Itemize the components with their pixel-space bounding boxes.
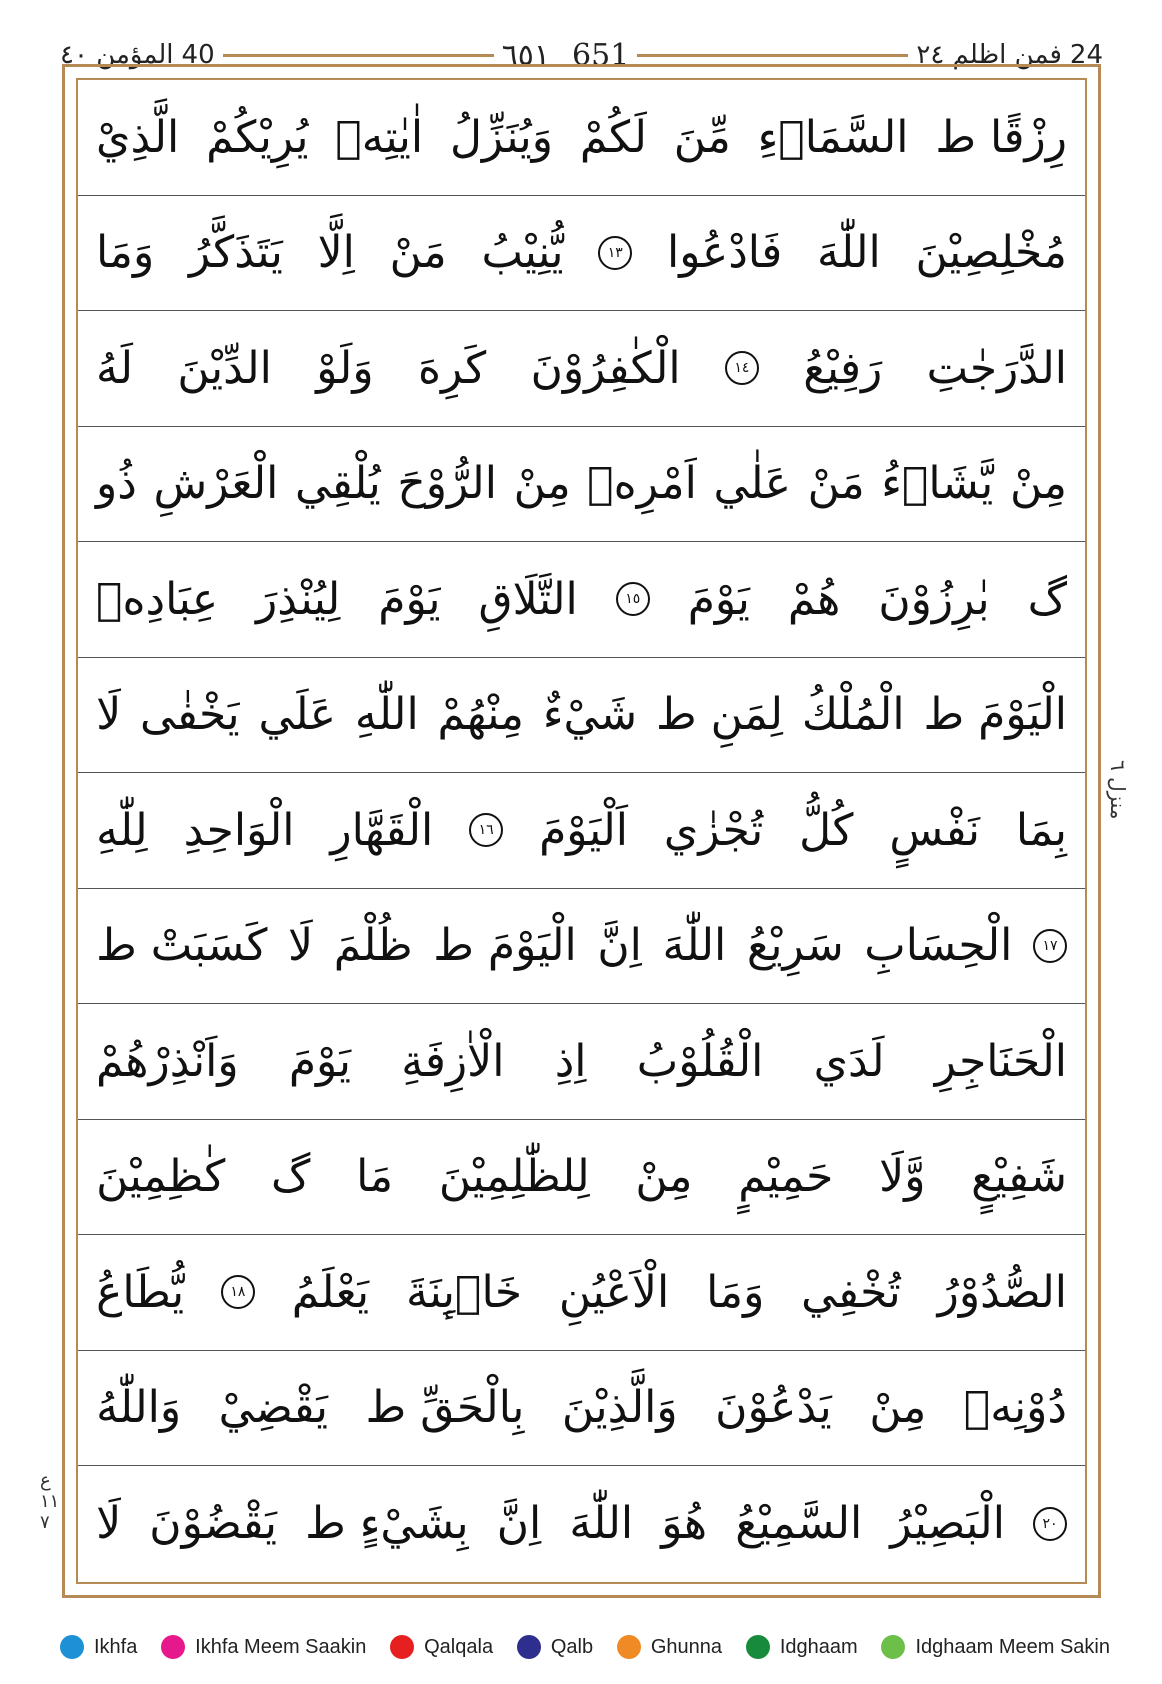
legend-item: [161, 1635, 366, 1659]
quran-word: اللّٰهِ: [354, 689, 419, 741]
quran-word: شَيْءٌ: [542, 689, 638, 741]
ayah-number-marker: ١٨: [221, 1275, 255, 1309]
quran-word: بِمَا: [1015, 804, 1067, 856]
quran-word: مِنْ: [513, 458, 571, 510]
quran-word: مَا: [356, 1151, 394, 1203]
legend-label: Ikhfa: [94, 1635, 138, 1658]
quran-word: الصُّدُوْرُ: [937, 1266, 1067, 1318]
text-line: [78, 1351, 1085, 1467]
quran-word: ﮒ: [1027, 573, 1067, 625]
quran-word: سَرِيْعُ: [746, 920, 844, 972]
quran-word: الْبَصِيْرُ: [890, 1498, 1005, 1550]
quran-word: يَّشَاۗءُ: [881, 458, 994, 510]
legend-color-dot-icon: [60, 1635, 84, 1659]
quran-word: وَمَا: [706, 1266, 765, 1318]
quran-word: فَادْعُوا: [666, 227, 783, 279]
quran-word: بِالْحَقِّ ط: [365, 1382, 525, 1434]
legend-item: [390, 1635, 493, 1659]
quran-word: بٰرِزُوْنَ: [878, 573, 990, 625]
text-line: [78, 1004, 1085, 1120]
quran-word: وَاللّٰهُ: [96, 1382, 182, 1434]
quran-word: يُرِيْكُمْ: [206, 111, 309, 163]
ruku-marker: ع ١١ ٧: [40, 1470, 60, 1533]
quran-word: وَالَّذِيْنَ: [561, 1382, 678, 1434]
quran-word: يَقْضُوْنَ: [149, 1498, 277, 1550]
quran-word: الْحَنَاجِرِ: [934, 1035, 1067, 1087]
quran-word: الْيَوْمَ ط: [923, 689, 1067, 741]
quran-word: يَوْمَ: [288, 1035, 352, 1087]
quran-word: مِنْهُمْ: [437, 689, 524, 741]
quran-word: اللّٰهَ: [816, 227, 881, 279]
quran-word: مَنْ: [807, 458, 865, 510]
quran-word: وَاَنْذِرْهُمْ: [96, 1035, 239, 1087]
page-number: 651: [572, 37, 630, 73]
header-divider-left: [223, 54, 494, 57]
quran-word: شَفِيْعٍ: [971, 1151, 1067, 1203]
legend-item: [60, 1635, 137, 1659]
quran-word: الْيَوْمَ ط: [433, 920, 577, 972]
quran-word: نَفْسٍ: [889, 804, 980, 856]
ayah-number-marker: ٢٠: [1033, 1507, 1067, 1541]
quran-word: اَمْرِهٖ: [587, 458, 697, 510]
quran-word: لَهُ: [96, 342, 134, 394]
quran-word: يَخْفٰى: [140, 689, 240, 741]
quran-word: هُمْ: [787, 573, 841, 625]
ayah-number-marker: ١٧: [1033, 929, 1067, 963]
text-line: [78, 1120, 1085, 1236]
juz-number: 24: [1069, 40, 1103, 70]
quran-word: لِلّٰهِ: [96, 804, 148, 856]
quran-word: الْكٰفِرُوْنَ: [530, 342, 681, 394]
quran-word: مِنْ: [869, 1382, 927, 1434]
quran-word: عَلٰي: [713, 458, 791, 510]
text-line: [78, 80, 1085, 196]
legend-color-dot-icon: [161, 1635, 185, 1659]
quran-word: رَفِيْعُ: [803, 342, 883, 394]
quran-word: كٰظِمِيْنَ: [96, 1151, 226, 1203]
text-line: [78, 889, 1085, 1005]
quran-word: ذُو: [96, 458, 137, 510]
quran-word: عِبَادِهٖ: [96, 573, 219, 625]
quran-word: مِنْ: [1009, 458, 1067, 510]
quran-word: عَلَي: [258, 689, 336, 741]
quran-word: اِنَّ: [597, 920, 642, 972]
quran-word: التَّلَاقِ: [478, 573, 578, 625]
quran-word: الَّذِيْ: [96, 111, 180, 163]
ayah-number-marker: ١٤: [725, 351, 759, 385]
manzil-marker: منزل ٦: [1106, 760, 1130, 820]
quran-word: الْحِسَابِ: [864, 920, 1013, 972]
legend-item: [617, 1635, 722, 1659]
quran-word: ظُلْمَ: [333, 920, 413, 972]
quran-word: وَلَوْ: [316, 342, 374, 394]
text-line: [78, 542, 1085, 658]
legend-color-dot-icon: [390, 1635, 414, 1659]
quran-word: مِنْ: [635, 1151, 693, 1203]
quran-word: بِشَيْءٍ ط: [305, 1498, 469, 1550]
surah-number: 40: [181, 40, 215, 70]
legend-color-dot-icon: [746, 1635, 770, 1659]
quran-word: وَمَا: [96, 227, 155, 279]
quran-word: يَعْلَمُ: [291, 1266, 370, 1318]
legend-item: [881, 1635, 1110, 1659]
quran-word: يُّطَاعُ: [96, 1266, 185, 1318]
quran-word: يُّنِيْبُ: [481, 227, 564, 279]
legend-color-dot-icon: [517, 1635, 541, 1659]
quran-word: هُوَ: [661, 1498, 708, 1550]
ayah-number-marker: ١٥: [616, 582, 650, 616]
quran-word: الْعَرْشِ: [153, 458, 279, 510]
quran-word: الْاٰزِفَةِ: [401, 1035, 505, 1087]
quran-word: اللّٰهَ: [662, 920, 727, 972]
quran-word: لِمَنِ ط: [655, 689, 783, 741]
legend-label: Ghunna: [650, 1635, 723, 1658]
text-line: [78, 658, 1085, 774]
quran-word: لَدَي: [813, 1035, 885, 1087]
text-line: [78, 1466, 1085, 1582]
quran-word: يَدْعُوْنَ: [715, 1382, 832, 1434]
text-line: [78, 311, 1085, 427]
ayah-number-marker: ١٣: [598, 236, 632, 270]
legend-label: Idghaam Meem Sakin: [915, 1635, 1110, 1658]
quran-word: مِّنَ: [673, 111, 731, 163]
quran-word: كَرِهَ: [417, 342, 487, 394]
legend-item: [517, 1635, 593, 1659]
legend-label: Idghaam: [779, 1635, 858, 1658]
quran-word: كُلُّ: [799, 804, 854, 856]
tajweed-legend: [60, 1627, 1110, 1667]
text-line: [78, 196, 1085, 312]
page-number-arabic: ٦٥١: [501, 37, 551, 73]
quran-word: لَا: [288, 920, 314, 972]
quran-word: الرُّوْحَ: [397, 458, 497, 510]
quran-word: يَقْضِيْ: [218, 1382, 328, 1434]
quran-text-block: [78, 80, 1085, 1582]
quran-word: اِذِ: [554, 1035, 587, 1087]
text-line: [78, 427, 1085, 543]
quran-word: لَا: [96, 1498, 122, 1550]
quran-word: الدَّرَجٰتِ: [926, 342, 1067, 394]
surah-name: المؤمن ٤٠: [60, 40, 174, 70]
quran-word: الدِّيْنَ: [177, 342, 272, 394]
legend-label: Qalb: [550, 1635, 594, 1658]
quran-word: يَوْمَ: [378, 573, 441, 625]
quran-word: مَنْ: [389, 227, 447, 279]
quran-word: لَكُمْ: [579, 111, 647, 163]
quran-word: الْوَاحِدِ: [183, 804, 295, 856]
legend-label: Qalqala: [424, 1635, 494, 1658]
legend-item: [746, 1635, 858, 1659]
quran-word: خَاۗىِٕنَةَ: [405, 1266, 523, 1318]
quran-word: الْقُلُوْبُ: [636, 1035, 764, 1087]
quran-word: يَوْمَ: [687, 573, 750, 625]
legend-label: Ikhfa Meem Saakin: [195, 1635, 367, 1658]
quran-word: تُجْزٰي: [663, 804, 764, 856]
quran-word: ﮒ: [271, 1151, 311, 1203]
quran-word: تُخْفِي: [801, 1266, 901, 1318]
text-line: [78, 773, 1085, 889]
quran-word: لَا: [96, 689, 122, 741]
quran-word: اِنَّ: [496, 1498, 542, 1550]
quran-word: اٰيٰتِهٖ: [335, 111, 424, 163]
quran-word: الْقَهَّارِ: [330, 804, 434, 856]
quran-word: اِلَّا: [317, 227, 355, 279]
quran-word: وَّلَا: [879, 1151, 926, 1203]
text-line: [78, 1235, 1085, 1351]
quran-word: السَّمَاۗءِ: [757, 111, 909, 163]
quran-word: حَمِيْمٍ: [738, 1151, 834, 1203]
quran-word: رِزْقًا ط: [935, 111, 1067, 163]
quran-word: لِلظّٰلِمِيْنَ: [438, 1151, 590, 1203]
quran-word: لِيُنْذِرَ: [256, 573, 341, 625]
quran-word: اَلْيَوْمَ: [539, 804, 628, 856]
juz-name: فمن اظلم ٢٤: [916, 40, 1062, 70]
quran-word: السَّمِيْعُ: [735, 1498, 863, 1550]
quran-word: وَيُنَزِّلُ: [449, 111, 553, 163]
quran-word: يُلْقِي: [294, 458, 381, 510]
legend-color-dot-icon: [881, 1635, 905, 1659]
quran-word: الْمُلْكُ: [801, 689, 905, 741]
quran-word: الْاَعْيُنِ: [558, 1266, 670, 1318]
quran-word: دُوْنِهٖ: [963, 1382, 1067, 1434]
quran-word: مُخْلِصِيْنَ: [915, 227, 1067, 279]
header-divider-right: [637, 54, 908, 57]
legend-color-dot-icon: [617, 1635, 641, 1659]
quran-word: كَسَبَتْ ط: [96, 920, 268, 972]
quran-word: اللّٰهَ: [569, 1498, 634, 1550]
ayah-number-marker: ١٦: [469, 813, 503, 847]
quran-word: يَتَذَكَّرُ: [188, 227, 283, 279]
